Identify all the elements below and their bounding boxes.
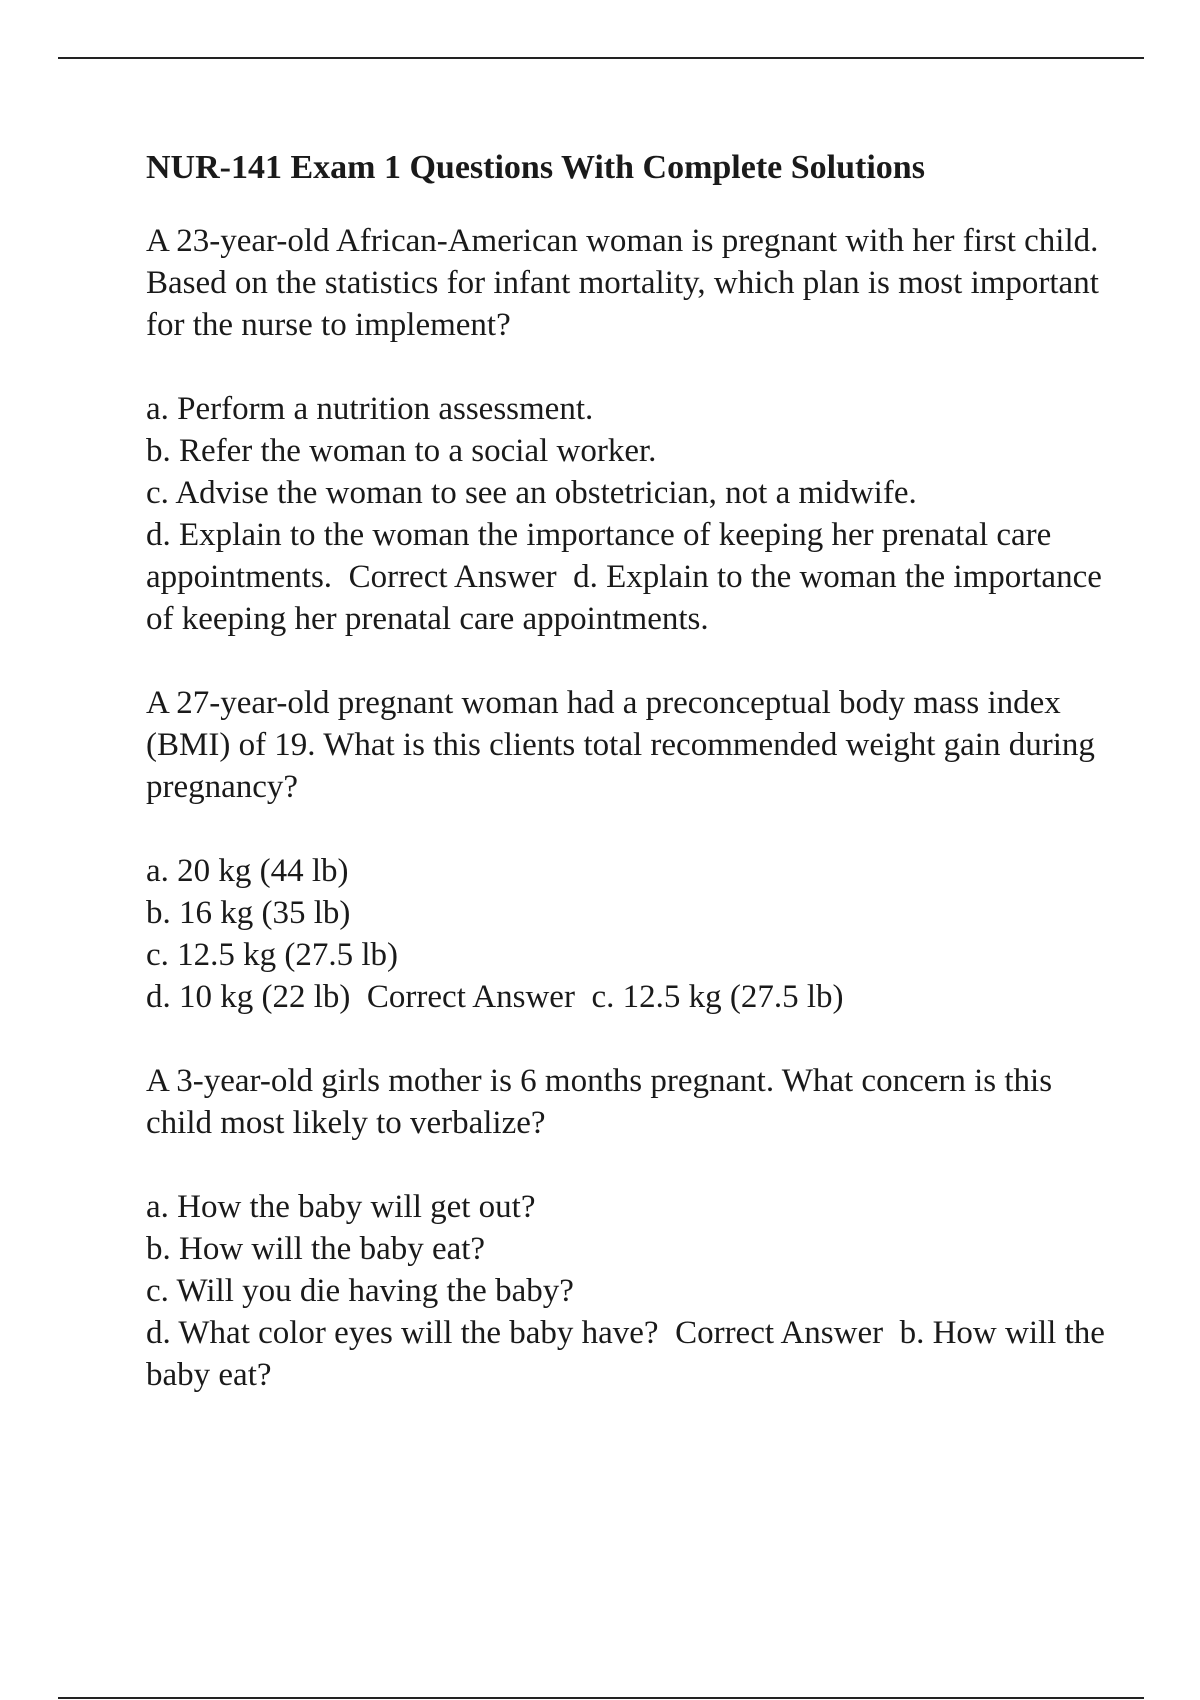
question-3-option-b: b. How will the baby eat? (146, 1231, 486, 1267)
top-rule (58, 57, 1144, 59)
question-3-answer: b. How will the baby eat? (146, 1315, 1105, 1393)
question-3-options (146, 1186, 1106, 1396)
question-2-options (146, 850, 1106, 1018)
question-1-option-c: c. Advise the woman to see an obstetrician, not a midwife. (146, 475, 917, 511)
question-2-option-d: d. 10 kg (22 lb) (146, 979, 351, 1015)
document-title: NUR-141 Exam 1 Questions With Complete Solutions (146, 149, 925, 186)
question-2-stem: A 27-year-old pregnant woman had a preconceptual body mass index (BMI) of 19. What is this clients total recommended weight gain during pregnancy? (146, 685, 1095, 805)
question-3-option-d: d. What color eyes will the baby have? (146, 1315, 659, 1351)
question-3-stem: A 3-year-old girls mother is 6 months pregnant. What concern is this child most likely to verbalize? (146, 1063, 1053, 1141)
question-1-stem: A 23-year-old African-American woman is pregnant with her first child. Based on the statistics for infant mortality, which plan is most important for the nurse to implement? (146, 223, 1099, 343)
bottom-rule (58, 1697, 1144, 1699)
question-3-option-a: a. How the baby will get out? (146, 1189, 536, 1225)
question-3-last-line (146, 1312, 1106, 1396)
question-1-answer: d. Explain to the woman the importance of keeping her prenatal care appointments. (146, 559, 1102, 637)
question-3-answer-label: Correct Answer (675, 1315, 884, 1351)
question-2-last-line (146, 976, 1106, 1018)
question-3-option-c: c. Will you die having the baby? (146, 1273, 574, 1309)
question-2-option-b: b. 16 kg (35 lb) (146, 895, 351, 931)
question-1-option-a: a. Perform a nutrition assessment. (146, 391, 594, 427)
question-2-option-a: a. 20 kg (44 lb) (146, 853, 349, 889)
question-2-answer-label: Correct Answer (366, 979, 575, 1015)
document-body (146, 142, 1106, 1438)
question-1-option-b: b. Refer the woman to a social worker. (146, 433, 657, 469)
question-1-answer-label: Correct Answer (348, 559, 557, 595)
question-1-last-line (146, 514, 1106, 640)
question-1-option-d: d. Explain to the woman the importance of keeping her prenatal care appointments. (146, 517, 1052, 595)
question-2-option-c: c. 12.5 kg (27.5 lb) (146, 937, 399, 973)
question-2-answer: c. 12.5 kg (27.5 lb) (591, 979, 844, 1015)
question-1-options (146, 388, 1106, 640)
